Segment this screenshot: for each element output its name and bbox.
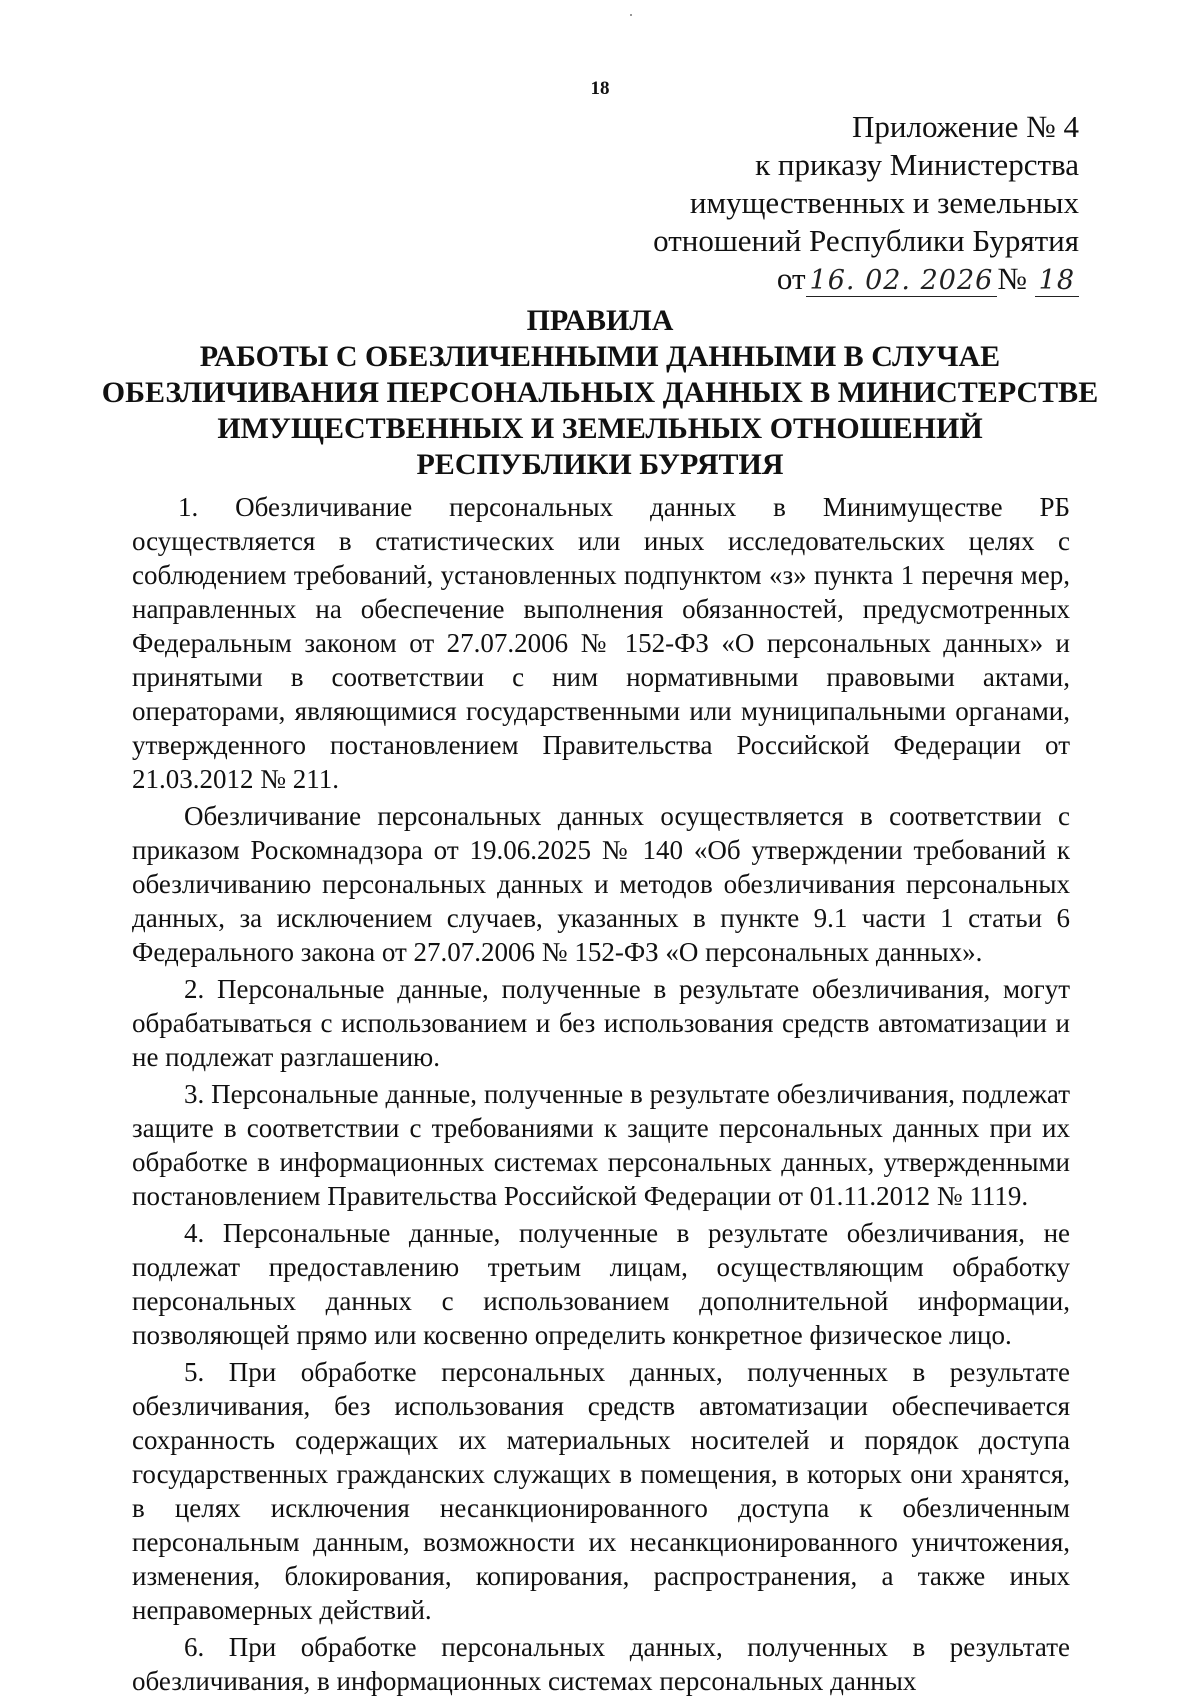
title-line-3: ОБЕЗЛИЧИВАНИЯ ПЕРСОНАЛЬНЫХ ДАННЫХ В МИНИСТЕРСТВЕ — [101, 376, 1099, 409]
handwritten-date: 16. 02. 2026 — [806, 266, 998, 297]
paragraph-1: 1. Обезличивание персональных данных в Минимуществе РБ осуществляется в статистических или иных исследовательских целях с соблюдением требований, установленных подпунктом «з» пункта 1 перечня мер, направленных на обеспечение выполнения обязанностей, предусмотренных Федеральным законом от 27.07.2006 № 152-ФЗ «О персональных данных» и принятыми в соответствии с ним нормативными правовыми актами, операторами, являющимися государственными или муниципальными органами, утвержденного постановлением Правительства Российской Федерации от 21.03.2012 № 211. — [132, 492, 1070, 794]
paragraph-6: 6. При обработке персональных данных, полученных в результате обезличивания, в информационных системах персональных данных — [132, 1632, 1070, 1696]
handwritten-number: 18 — [1035, 266, 1079, 297]
title-line-1: ПРАВИЛА — [526, 304, 674, 337]
paragraph-5: 5. При обработке персональных данных, полученных в результате обезличивания, без использования средств автоматизации обеспечивается сохранность содержащих их материальных носителей и порядок доступа государственных гражданских служащих в помещения, в которых они хранятся, в целях исключения несанкционированного доступа к обезличенным персональным данным, возможности их несанкционированного уничтожения, изменения, блокирования, копирования, распространения, а также иных неправомерных действий. — [132, 1357, 1070, 1625]
scan-speck — [630, 14, 632, 16]
date-prefix: от — [776, 261, 806, 296]
number-prefix: № — [997, 261, 1027, 296]
appendix-line-1: Приложение № 4 — [852, 109, 1079, 144]
appendix-line-4: отношений Республики Бурятия — [653, 223, 1079, 258]
appendix-line-2: к приказу Министерства — [755, 147, 1079, 182]
paragraph-2: 2. Персональные данные, полученные в результате обезличивания, могут обрабатываться с использованием и без использования средств автоматизации и не подлежат разглашению. — [132, 974, 1070, 1072]
paragraph-1-continued: Обезличивание персональных данных осуществляется в соответствии с приказом Роскомнадзора от 19.06.2025 № 140 «Об утверждении требований к обезличиванию персональных данных и методов обезличивания персональных данных, за исключением случаев, указанных в пункте 9.1 части 1 статьи 6 Федерального закона от 27.07.2006 № 152-ФЗ «О персональных данных». — [132, 801, 1070, 967]
appendix-header — [519, 108, 1079, 298]
title-line-2: РАБОТЫ С ОБЕЗЛИЧЕННЫМИ ДАННЫМИ В СЛУЧАЕ — [199, 340, 1001, 373]
appendix-date-line — [519, 260, 1079, 298]
title-line-4: ИМУЩЕСТВЕННЫХ И ЗЕМЕЛЬНЫХ ОТНОШЕНИЙ — [217, 412, 983, 445]
document-title — [0, 303, 1200, 483]
title-line-5: РЕСПУБЛИКИ БУРЯТИЯ — [416, 448, 784, 481]
paragraph-4: 4. Персональные данные, полученные в результате обезличивания, не подлежат предоставлению третьим лицам, осуществляющим обработку персональных данных с использованием дополнительной информации, позволяющей прямо или косвенно определить конкретное физическое лицо. — [132, 1218, 1070, 1350]
paragraph-3: 3. Персональные данные, полученные в результате обезличивания, подлежат защите в соответствии с требованиями к защите персональных данных при их обработке в информационных системах персональных данных, утвержденными постановлением Правительства Российской Федерации от 01.11.2012 № 1119. — [132, 1079, 1070, 1211]
page-number: 18 — [590, 78, 610, 99]
document-body — [132, 490, 1070, 1701]
appendix-line-3: имущественных и земельных — [689, 185, 1079, 220]
